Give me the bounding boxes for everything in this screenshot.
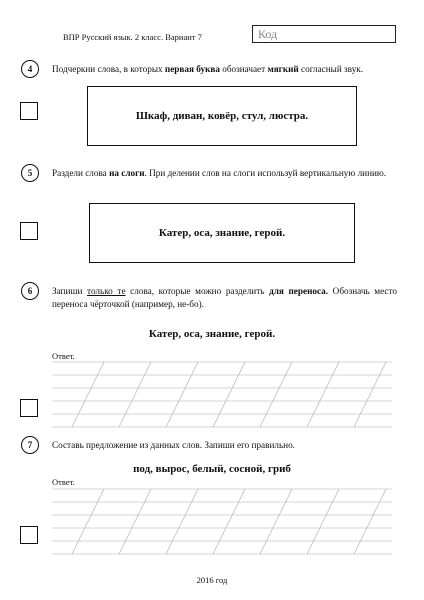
task-6-text-after: Обозначь место переноса чёрточкой (например, не-бо). <box>52 286 397 309</box>
task-4-instruction <box>52 63 402 76</box>
task-6-underlined: только те <box>87 286 126 296</box>
task-number-7: 7 <box>21 436 39 454</box>
task-6-answer-lines[interactable] <box>52 360 392 430</box>
task-6-bold-1: для переноса. <box>269 286 329 296</box>
task-5-text-before: Раздели слова <box>52 168 110 178</box>
task-5-instruction <box>52 167 392 180</box>
task-5-text-after: . При делении слов на слоги используй вертикальную линию. <box>144 168 387 178</box>
task-4-text-middle: обозначает <box>219 64 268 74</box>
task-7-words: под, вырос, белый, сосной, гриб <box>133 463 291 475</box>
task-6-instruction <box>52 285 397 310</box>
task-4-bold-2: мягкий <box>267 64 299 74</box>
page-header-title: ВПР Русский язык. 2 класс. Вариант 7 <box>63 32 202 42</box>
task-6-score-box[interactable] <box>20 399 38 417</box>
task-6-text-middle: слова, которые можно разделить <box>125 286 270 296</box>
task-5-bold-1: на слоги <box>109 168 145 178</box>
task-4-text-after: согласный звук. <box>298 64 364 74</box>
task-4-text-before: Подчеркни слова, в которых <box>52 64 165 74</box>
task-6-words: Катер, оса, знание, герой. <box>148 328 276 340</box>
task-6-text-before: Запиши <box>52 286 88 296</box>
task-4-word-frame: Шкаф, диван, ковёр, стул, люстра. <box>87 86 357 146</box>
task-7-answer-label: Ответ. <box>52 477 75 487</box>
task-4-score-box[interactable] <box>20 102 38 120</box>
task-6-answer-label: Ответ. <box>52 351 75 361</box>
code-field[interactable]: Код <box>252 25 396 43</box>
task-number-6: 6 <box>21 282 39 300</box>
task-5-word-frame: Катер, оса, знание, герой. <box>89 203 355 263</box>
task-7-instruction: Составь предложение из данных слов. Запиши его правильно. <box>52 440 295 450</box>
task-7-score-box[interactable] <box>20 526 38 544</box>
task-5-score-box[interactable] <box>20 222 38 240</box>
task-number-4: 4 <box>21 60 39 78</box>
task-4-bold-1: первая буква <box>164 64 220 74</box>
page-footer-year: 2016 год <box>196 575 228 585</box>
task-number-5: 5 <box>21 164 39 182</box>
task-7-answer-lines[interactable] <box>52 487 392 557</box>
